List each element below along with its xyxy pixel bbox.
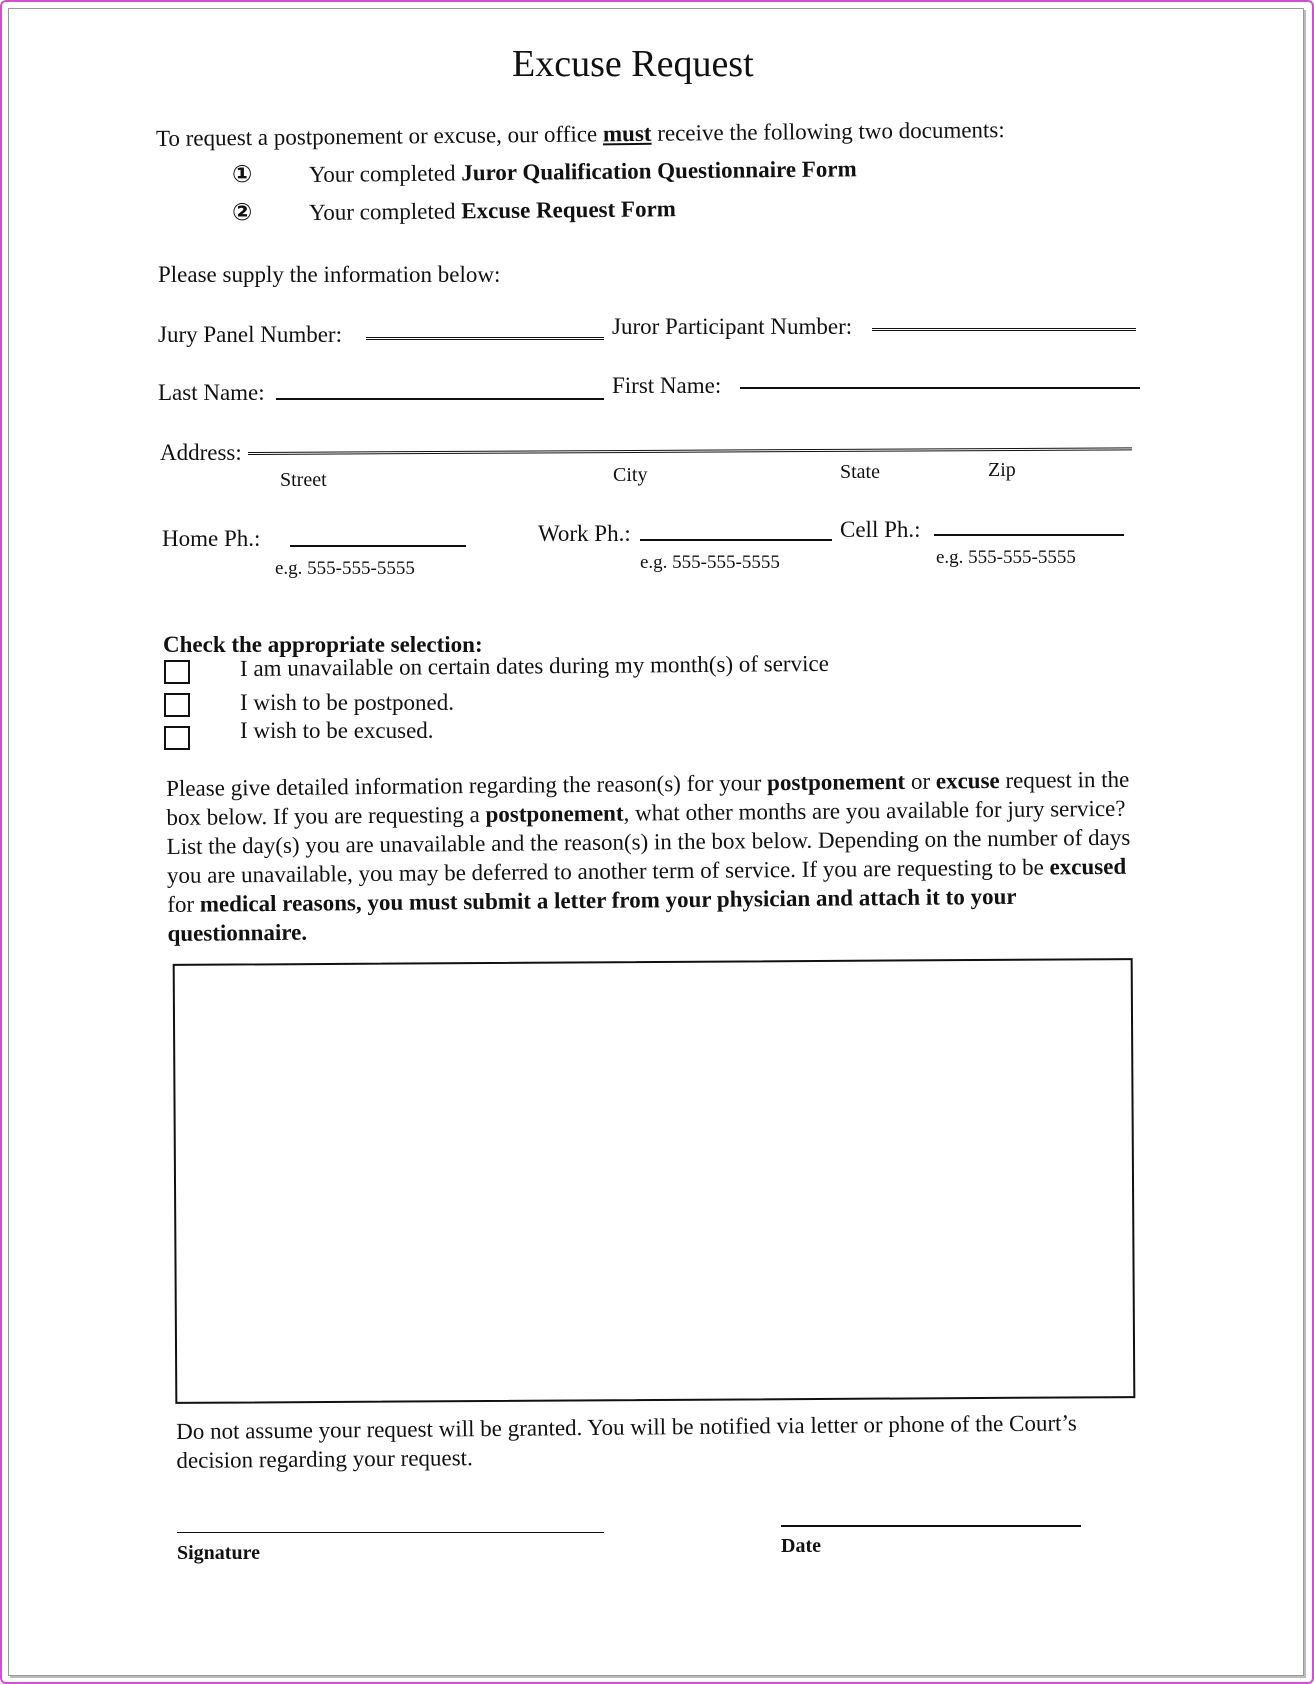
instr-part-2: request in the box below. If you are requesting a <box>166 766 1130 830</box>
work-phone-example: e.g. 555-555-5555 <box>640 552 780 573</box>
intro-emphasis: must <box>602 120 652 147</box>
zip-label: Zip <box>988 459 1016 481</box>
first-name-label: First Name: <box>612 373 722 398</box>
jury-panel-field[interactable] <box>366 337 604 340</box>
address-label: Address: <box>160 440 242 465</box>
instr-postponement-2: postponement <box>485 800 624 827</box>
cell-phone-example: e.g. 555-555-5555 <box>936 547 1076 568</box>
instr-or: or <box>905 768 936 794</box>
first-name-field[interactable] <box>740 387 1140 389</box>
signature-label: Signature <box>177 1542 260 1564</box>
option-excused-checkbox[interactable] <box>164 726 190 750</box>
instr-excuse: excuse <box>935 767 1000 794</box>
document-prefix-1: Your completed <box>308 160 462 187</box>
home-phone-field[interactable] <box>290 545 466 547</box>
last-name-label: Last Name: <box>158 380 265 405</box>
date-line[interactable] <box>781 1525 1081 1527</box>
signature-line[interactable] <box>177 1532 604 1533</box>
intro-after: receive the following two documents: <box>651 117 1005 146</box>
work-phone-field[interactable] <box>640 539 832 541</box>
state-label: State <box>840 461 880 483</box>
street-label: Street <box>280 469 327 491</box>
instr-part-1: Please give detailed information regarding the reason(s) for your <box>166 770 768 801</box>
instr-part-3: , what other months are you available for jury service? List the day(s) you are unavailable and the reason(s) in the box below. Depending on the number of days you are unavailable, you may be deferred to another term of service. If you are requesting to be <box>166 795 1131 888</box>
juror-participant-label: Juror Participant Number: <box>612 314 853 339</box>
instr-excused: excused <box>1049 853 1127 880</box>
option-unavailable-label: I am unavailable on certain dates during my month(s) of service <box>239 650 829 681</box>
instr-part-4: for <box>167 891 200 917</box>
document-name-1: Juror Qualification Questionnaire Form <box>461 156 857 186</box>
document-prefix-2: Your completed <box>308 198 462 225</box>
work-phone-label: Work Ph.: <box>538 521 631 546</box>
instr-medical: medical reasons, you must submit a letter from your physician and attach it to your questionnaire. <box>167 883 1017 946</box>
home-phone-example: e.g. 555-555-5555 <box>275 558 415 579</box>
city-label: City <box>613 464 648 486</box>
option-postponed-checkbox[interactable] <box>164 693 190 717</box>
cell-phone-label: Cell Ph.: <box>840 517 921 542</box>
instr-postponement: postponement <box>766 768 906 796</box>
notice-text: Do not assume your request will be granted. You will be notified via letter or phone of the Court’s decision regarding your request. <box>176 1410 1077 1473</box>
home-phone-label: Home Ph.: <box>162 526 261 551</box>
document-item-2 <box>309 196 676 226</box>
juror-participant-field[interactable] <box>872 328 1136 331</box>
option-unavailable-checkbox[interactable] <box>164 660 190 684</box>
supply-prompt: Please supply the information below: <box>158 262 501 287</box>
page-title: Excuse Request <box>512 43 754 85</box>
document-number-2: ② <box>232 198 253 226</box>
jury-panel-label: Jury Panel Number: <box>158 322 342 347</box>
last-name-field[interactable] <box>276 398 604 400</box>
date-label: Date <box>781 1535 821 1557</box>
intro-before: To request a postponement or excuse, our office <box>155 121 604 151</box>
option-excused-label: I wish to be excused. <box>240 718 434 743</box>
document-name-2: Excuse Request Form <box>461 196 677 224</box>
reason-textbox[interactable] <box>173 958 1136 1404</box>
cell-phone-field[interactable] <box>934 534 1124 536</box>
instructions-paragraph <box>166 765 1156 948</box>
document-number-1: ① <box>232 160 253 188</box>
selection-heading: Check the appropriate selection: <box>163 632 483 657</box>
option-postponed-label: I wish to be postponed. <box>240 690 455 715</box>
